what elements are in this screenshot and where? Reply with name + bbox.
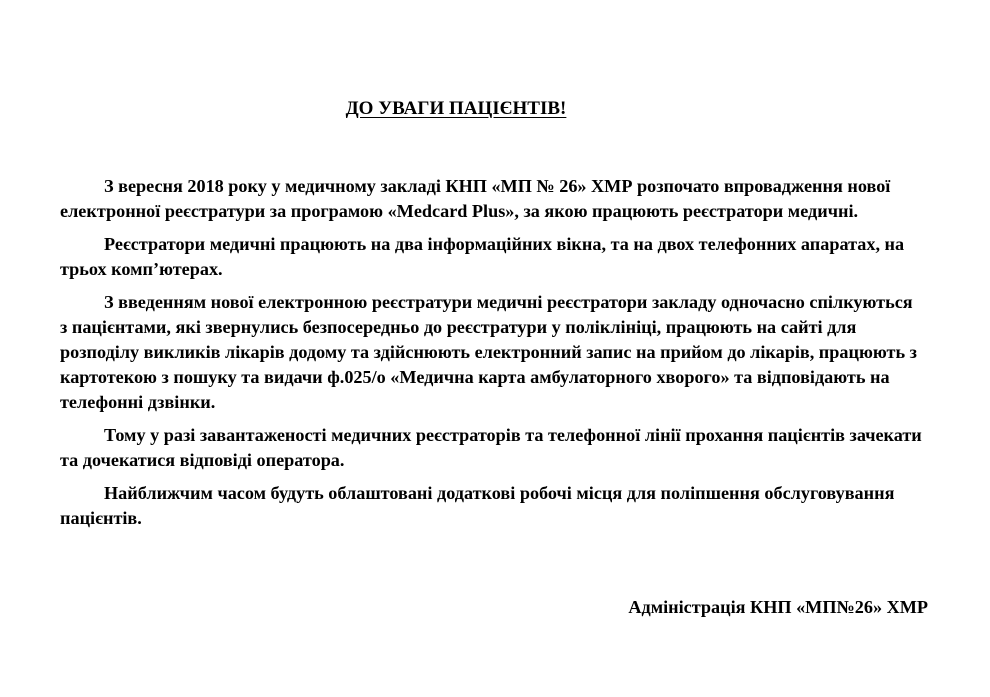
paragraph-start-date: З вересня 2018 року у медичному закладі КНП «МП № 26» ХМР розпочато впровадження нової електронної реєстратури за програмою «Medcard Plus», за якою працюють реєстратори медичні. — [60, 176, 891, 221]
paragraph-future-plans: Найближчим часом будуть облаштовані додаткові робочі місця для поліпшення обслуговування пацієнтів. — [60, 483, 895, 528]
notice-body — [60, 174, 924, 539]
paragraph-request-wait: Тому у разі завантаженості медичних реєстраторів та телефонної лінії прохання пацієнтів зачекати та дочекатися відповіді оператора. — [60, 425, 922, 470]
notice-title: ДО УВАГИ ПАЦІЄНТІВ! — [345, 98, 567, 119]
signature: Адміністрація КНП «МП№26» ХМР — [628, 597, 928, 617]
paragraph-workplaces: Реєстратори медичні працюють на два інформаційних вікна, та на двох телефонних апаратах, на трьох комп’ютерах. — [60, 234, 905, 279]
paragraph-duties: З введенням нової електронною реєстратури медичні реєстратори закладу одночасно спілкуються з пацієнтами, які звернулись безпосередньо до реєстратури у поліклініці, працюють на сайті для розподілу викликів лікарів додому та здійснюють електронний запис на прийом до лікарів, працюють з картотекою з пошуку та видачи ф.025/о «Медична карта амбулаторного хворого» та відповідають на телефонні дзвінки. — [60, 292, 917, 412]
